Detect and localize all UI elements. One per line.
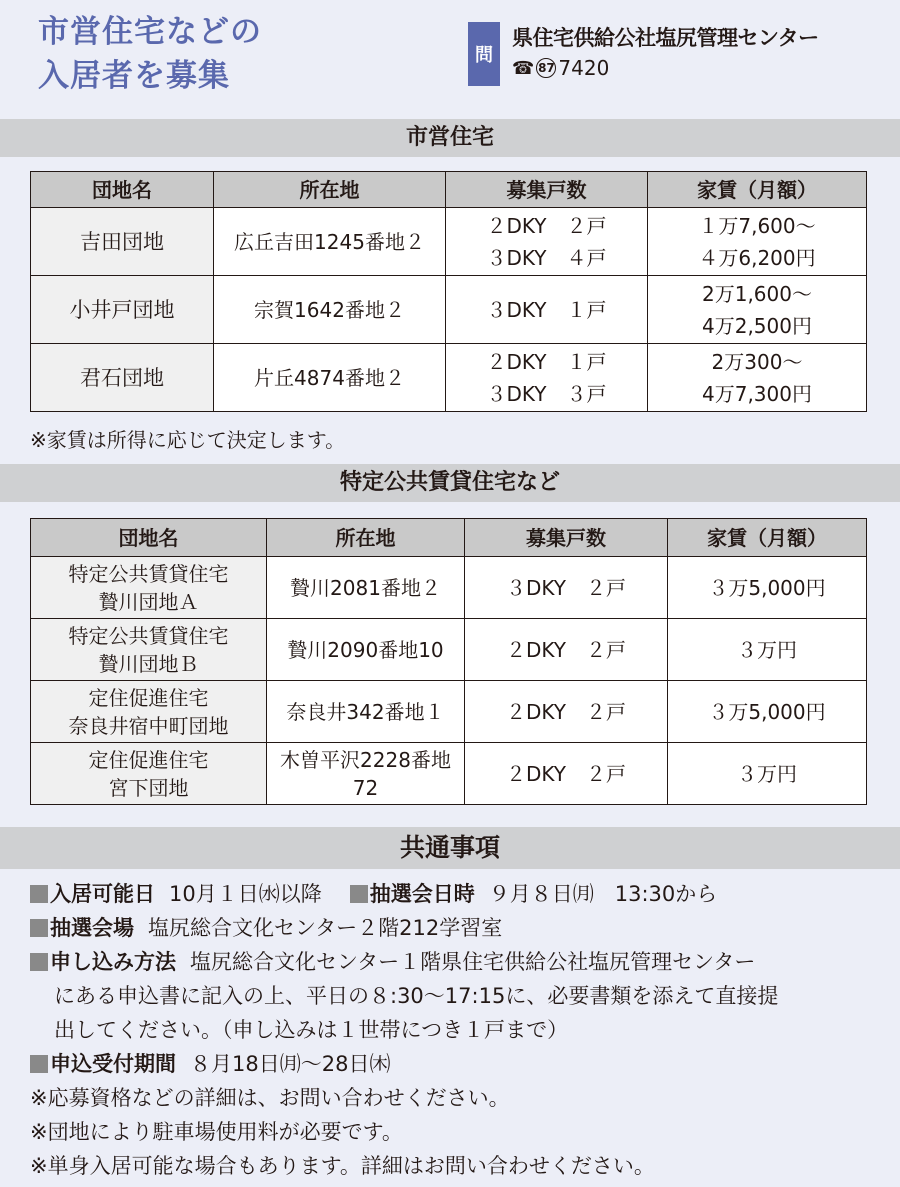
common-note: ※応募資格などの詳細は、お問い合わせください。 <box>30 1086 510 1110</box>
complex-units: ２DKY ２戸 <box>465 743 668 805</box>
name-line: 特定公共賃貸住宅 <box>68 561 229 586</box>
apply-label: 申し込み方法 <box>50 950 176 974</box>
lottery-venue-label: 抽選会場 <box>50 916 134 940</box>
complex-name <box>31 743 267 805</box>
tel-number: 7420 <box>558 56 610 80</box>
complex-units: ２DKY ２戸 <box>465 681 668 743</box>
contact-badge: 問 <box>468 22 500 86</box>
complex-address: 奈良井342番地１ <box>267 681 465 743</box>
complex-rent <box>648 344 867 412</box>
lottery-venue-value: 塩尻総合文化センター２階212学習室 <box>148 916 503 940</box>
name-line: 贄川団地Ｂ <box>98 651 199 676</box>
table-header-row <box>31 172 867 208</box>
square-bullet-icon <box>30 885 48 903</box>
special-public-housing-table <box>30 518 867 805</box>
units-line: ２DKY １戸 <box>486 349 607 374</box>
table-row <box>31 276 867 344</box>
complex-name <box>31 681 267 743</box>
telephone-icon: ☎ <box>512 57 535 79</box>
header-units: 募集戸数 <box>446 172 648 208</box>
header-rent: 家賃（月額） <box>648 172 867 208</box>
units-line: ３DKY ３戸 <box>486 381 607 406</box>
complex-address: 片丘4874番地２ <box>214 344 446 412</box>
complex-address: 贄川2081番地２ <box>267 557 465 619</box>
complex-units: ２DKY ２戸 <box>465 619 668 681</box>
section-heading-municipal: 市営住宅 <box>0 119 900 157</box>
complex-rent: ３万5,000円 <box>668 681 867 743</box>
section-heading-common: 共通事項 <box>0 827 900 869</box>
table-row <box>31 681 867 743</box>
complex-units <box>446 344 648 412</box>
header-rent: 家賃（月額） <box>668 519 867 557</box>
table-row <box>31 208 867 276</box>
move-in-value: 10月１日㈬以降 <box>169 882 322 906</box>
common-line-apply <box>30 945 870 979</box>
contact-organization: 県住宅供給公社塩尻管理センター <box>512 26 819 50</box>
square-bullet-icon <box>30 1055 48 1073</box>
contact-telephone <box>512 56 609 80</box>
complex-name <box>31 557 267 619</box>
complex-units: ３DKY １戸 <box>446 276 648 344</box>
apply-line-1: 塩尻総合文化センター１階県住宅供給公社塩尻管理センター <box>190 950 756 974</box>
common-note: ※単身入居可能な場合もあります。詳細はお問い合わせください。 <box>30 1154 655 1178</box>
header-units: 募集戸数 <box>465 519 668 557</box>
complex-rent <box>648 208 867 276</box>
complex-name: 君石団地 <box>31 344 214 412</box>
units-line: ３DKY ４戸 <box>486 245 607 270</box>
page-title <box>38 10 262 98</box>
table-row <box>31 743 867 805</box>
complex-address: 広丘吉田1245番地２ <box>214 208 446 276</box>
table-row <box>31 619 867 681</box>
table-row <box>31 344 867 412</box>
address-line: 木曽平沢2228番地 <box>280 747 451 772</box>
name-line: 定住促進住宅 <box>88 685 209 710</box>
address-line: 72 <box>352 775 379 800</box>
table-header-row <box>31 519 867 557</box>
common-items <box>30 877 870 1183</box>
rent-note: ※家賃は所得に応じて決定します。 <box>30 428 346 452</box>
apply-line-2: にある申込書に記入の上、平日の８:30～17:15に、必要書類を添えて直接提 <box>54 984 779 1008</box>
complex-units <box>446 208 648 276</box>
header-complex-name: 団地名 <box>31 172 214 208</box>
rent-line: 2万300～ <box>711 349 803 374</box>
header-location: 所在地 <box>267 519 465 557</box>
name-line: 宮下団地 <box>108 775 189 800</box>
rent-line: １万7,600～ <box>698 213 816 238</box>
rent-line: ４万6,200円 <box>698 245 816 270</box>
name-line: 奈良井宿中町団地 <box>68 713 229 738</box>
units-line: ２DKY ２戸 <box>486 213 607 238</box>
complex-address: 宗賀1642番地２ <box>214 276 446 344</box>
complex-rent: ３万円 <box>668 619 867 681</box>
municipal-housing-table <box>30 171 867 412</box>
rent-line: 2万1,600～ <box>702 281 812 306</box>
complex-rent <box>648 276 867 344</box>
tel-area-code: 87 <box>536 58 556 78</box>
complex-address: 贄川2090番地10 <box>267 619 465 681</box>
complex-address <box>267 743 465 805</box>
square-bullet-icon <box>350 885 368 903</box>
apply-line-3: 出してください。（申し込みは１世帯につき１戸まで） <box>54 1018 569 1042</box>
complex-name: 小井戸団地 <box>31 276 214 344</box>
header-complex-name: 団地名 <box>31 519 267 557</box>
header-location: 所在地 <box>214 172 446 208</box>
title-line-2: 入居者を募集 <box>38 58 230 94</box>
rent-line: 4万7,300円 <box>702 381 812 406</box>
complex-units: ３DKY ２戸 <box>465 557 668 619</box>
rent-line: 4万2,500円 <box>702 313 812 338</box>
table-row <box>31 557 867 619</box>
name-line: 特定公共賃貸住宅 <box>68 623 229 648</box>
common-line-period <box>30 1047 870 1081</box>
name-line: 贄川団地Ａ <box>98 589 199 614</box>
complex-name: 吉田団地 <box>31 208 214 276</box>
common-line-move-in-lottery <box>30 877 870 911</box>
square-bullet-icon <box>30 919 48 937</box>
common-line-venue <box>30 911 870 945</box>
period-label: 申込受付期間 <box>50 1052 176 1076</box>
square-bullet-icon <box>30 953 48 971</box>
lottery-date-value: ９月８日㈪ 13:30から <box>488 882 718 906</box>
move-in-label: 入居可能日 <box>50 882 155 906</box>
complex-rent: ３万5,000円 <box>668 557 867 619</box>
name-line: 定住促進住宅 <box>88 747 209 772</box>
common-note: ※団地により駐車場使用料が必要です。 <box>30 1120 403 1144</box>
complex-rent: ３万円 <box>668 743 867 805</box>
period-value: ８月18日㈪～28日㈭ <box>190 1052 391 1076</box>
title-line-1: 市営住宅などの <box>38 14 262 50</box>
complex-name <box>31 619 267 681</box>
section-heading-special-public: 特定公共賃貸住宅など <box>0 464 900 502</box>
lottery-date-label: 抽選会日時 <box>369 882 475 906</box>
